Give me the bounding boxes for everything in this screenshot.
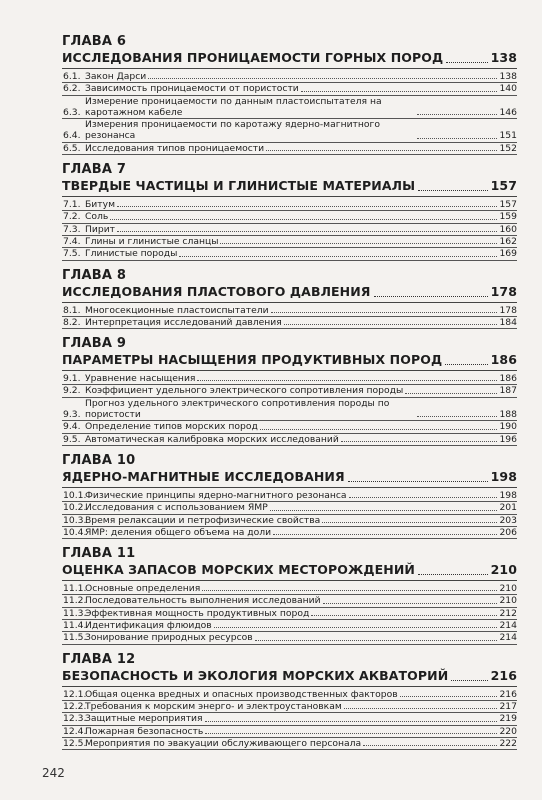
section-title: Время релаксации и петрофизические свойства	[85, 514, 321, 526]
leader-dots	[417, 416, 497, 417]
section-page: 184	[499, 316, 517, 328]
section-entry[interactable]	[62, 236, 517, 248]
section-number: 9.2.	[63, 385, 81, 397]
section-entry[interactable]	[62, 385, 517, 397]
chapter-title: ОЦЕНКА ЗАПАСОВ МОРСКИХ МЕСТОРОЖДЕНИЙ	[62, 562, 415, 578]
leader-dots	[205, 721, 498, 722]
leader-dots	[179, 256, 497, 257]
table-of-contents	[62, 34, 517, 757]
chapter-block	[62, 546, 517, 644]
chapter-number: ГЛАВА 11	[62, 546, 136, 562]
section-page: 159	[499, 211, 517, 223]
section-entry[interactable]	[62, 738, 517, 750]
section-number: 6.2.	[63, 83, 81, 95]
chapter-title-row[interactable]	[62, 283, 517, 303]
section-number: 10.1.	[63, 489, 87, 501]
section-page: 216	[499, 688, 517, 700]
section-entry[interactable]	[62, 373, 517, 385]
section-page: 187	[499, 385, 517, 397]
section-page: 210	[499, 583, 517, 595]
chapter-block	[62, 162, 517, 260]
section-entry[interactable]	[62, 199, 517, 211]
section-number: 12.5.	[63, 737, 87, 749]
section-title: Битум	[85, 199, 115, 211]
section-title: Определение типов морских пород	[85, 421, 258, 433]
section-title: Глинистые породы	[85, 248, 178, 260]
section-number: 10.4.	[63, 526, 87, 538]
section-number: 6.5.	[63, 142, 81, 154]
section-title: Коэффициент удельного электрического сопротивления породы	[85, 385, 404, 397]
chapter-title-row[interactable]	[62, 351, 517, 371]
leader-dots	[417, 138, 497, 139]
chapter-title-row[interactable]	[62, 177, 517, 197]
section-entry[interactable]	[62, 595, 517, 607]
section-page: 186	[499, 373, 517, 385]
section-page: 201	[499, 502, 517, 514]
section-entry[interactable]	[62, 119, 517, 143]
leader-dots	[197, 380, 497, 381]
section-title: Пожарная безопасность	[85, 725, 204, 737]
section-page: 203	[499, 514, 517, 526]
leader-dots	[255, 640, 498, 641]
section-title: Измерения проницаемости по каротажу ядерно-магнитного резонанса	[85, 119, 380, 142]
section-title: Соль	[85, 211, 109, 223]
leader-dots	[266, 150, 497, 151]
chapter-number: ГЛАВА 10	[62, 452, 136, 468]
section-page: 152	[499, 142, 517, 154]
section-page: 188	[499, 409, 517, 421]
leader-dots	[341, 441, 498, 442]
section-page: 222	[499, 737, 517, 749]
leader-dots	[363, 745, 497, 746]
leader-dots	[418, 190, 487, 191]
section-entry[interactable]	[62, 490, 517, 502]
section-title: Исследования с использованием ЯМР	[85, 502, 268, 514]
leader-dots	[284, 324, 498, 325]
chapter-page: 198	[490, 468, 517, 484]
section-number: 8.2.	[63, 316, 81, 328]
section-entry[interactable]	[62, 305, 517, 317]
section-title: Измерение проницаемости по данным пластоиспытателя на каротажном кабеле	[85, 95, 382, 118]
section-title: Защитные мероприятия	[85, 713, 203, 725]
section-title: Зонирование природных ресурсов	[85, 632, 253, 644]
chapter-title-row[interactable]	[62, 49, 517, 69]
chapter-number: ГЛАВА 9	[62, 336, 127, 352]
section-page: 219	[499, 713, 517, 725]
chapter-page: 157	[490, 178, 517, 194]
section-number: 7.4.	[63, 235, 81, 247]
section-title: Уравнение насыщения	[85, 373, 196, 385]
section-number: 7.5.	[63, 248, 81, 260]
section-entry[interactable]	[62, 143, 517, 155]
section-number: 11.4.	[63, 620, 87, 632]
chapter-page: 138	[490, 50, 517, 65]
section-page: 214	[499, 620, 517, 632]
leader-dots	[374, 296, 488, 297]
section-title: Требования к морским энерго- и электроустановкам	[85, 700, 342, 712]
section-page: 210	[499, 595, 517, 607]
section-page: 146	[499, 106, 517, 118]
leader-dots	[418, 574, 488, 575]
section-number: 11.1.	[63, 583, 87, 595]
leader-dots	[301, 91, 498, 92]
section-entry[interactable]	[62, 632, 517, 644]
chapter-title: ИССЛЕДОВАНИЯ ПЛАСТОВОГО ДАВЛЕНИЯ	[62, 283, 371, 299]
section-page: 151	[499, 130, 517, 142]
section-entry[interactable]	[62, 434, 517, 446]
section-entry[interactable]	[62, 502, 517, 514]
chapter-page: 216	[490, 667, 517, 683]
section-entry[interactable]	[62, 608, 517, 620]
section-entry[interactable]	[62, 701, 517, 713]
leader-dots	[311, 615, 497, 616]
section-page: 217	[499, 700, 517, 712]
leader-dots	[202, 590, 497, 591]
section-entry[interactable]	[62, 515, 517, 527]
page-number: 242	[42, 766, 65, 780]
section-number: 9.1.	[63, 373, 81, 385]
chapter-title: ИССЛЕДОВАНИЯ ПРОНИЦАЕМОСТИ ГОРНЫХ ПОРОД	[62, 50, 444, 65]
section-entry[interactable]	[62, 317, 517, 329]
leader-dots	[405, 393, 497, 394]
section-title: Общая оценка вредных и опасных производственных факторов	[85, 688, 398, 700]
section-entry[interactable]	[62, 421, 517, 433]
section-number: 7.1.	[63, 199, 81, 211]
section-title: Мероприятия по эвакуации обслуживающего персонала	[85, 737, 362, 749]
chapter-block	[62, 453, 517, 539]
chapter-block	[62, 268, 517, 330]
section-page: 190	[499, 421, 517, 433]
section-title: Физические принципы ядерно-магнитного резонанса	[85, 489, 347, 501]
leader-dots	[451, 680, 487, 681]
section-page: 157	[499, 199, 517, 211]
leader-dots	[344, 708, 498, 709]
section-title: Прогноз удельного электрического сопротивления породы по пористости	[85, 397, 390, 421]
section-page: 214	[499, 632, 517, 644]
section-title: Автоматическая калибровка морских исследований	[85, 433, 339, 445]
section-entry[interactable]	[62, 583, 517, 595]
section-title: Интерпретация исследований давления	[85, 316, 282, 328]
section-entry[interactable]	[62, 713, 517, 725]
section-entry[interactable]	[62, 83, 517, 95]
section-entry[interactable]	[62, 224, 517, 236]
chapter-page: 186	[490, 352, 517, 368]
chapter-number: ГЛАВА 7	[62, 162, 127, 178]
leader-dots	[270, 510, 498, 511]
section-entry[interactable]	[62, 527, 517, 539]
section-page: 140	[499, 83, 517, 95]
section-entry[interactable]	[62, 211, 517, 223]
chapter-number: ГЛАВА 8	[62, 267, 127, 283]
leader-dots	[117, 206, 497, 207]
leader-dots	[400, 696, 498, 697]
leader-dots	[220, 243, 497, 244]
leader-dots	[214, 627, 498, 628]
section-entry[interactable]	[62, 620, 517, 632]
leader-dots	[349, 497, 498, 498]
section-number: 8.1.	[63, 304, 81, 316]
leader-dots	[117, 231, 497, 232]
section-number: 6.4.	[63, 130, 81, 142]
section-page: 169	[499, 248, 517, 260]
section-page: 162	[499, 235, 517, 247]
leader-dots	[148, 78, 497, 79]
section-number: 9.4.	[63, 421, 81, 433]
section-title: Зависимость проницаемости от пористости	[85, 83, 299, 95]
chapter-block	[62, 34, 517, 155]
section-entry[interactable]	[62, 689, 517, 701]
chapter-page: 210	[490, 562, 517, 578]
chapter-title: БЕЗОПАСНОСТЬ И ЭКОЛОГИЯ МОРСКИХ АКВАТОРИЙ	[62, 667, 449, 683]
section-number: 7.3.	[63, 223, 81, 235]
chapter-title: ЯДЕРНО-МАГНИТНЫЕ ИССЛЕДОВАНИЯ	[62, 468, 345, 484]
section-title: Идентификация флюидов	[85, 620, 212, 632]
section-page: 206	[499, 526, 517, 538]
section-entry[interactable]	[62, 398, 517, 422]
section-number: 12.2.	[63, 700, 87, 712]
section-entry[interactable]	[62, 726, 517, 738]
section-title: Основные определения	[85, 583, 201, 595]
section-number: 7.2.	[63, 211, 81, 223]
section-title: Исследования типов проницаемости	[85, 142, 265, 154]
chapter-title-row[interactable]	[62, 468, 517, 488]
section-title: ЯМР: деления общего объема на доли	[85, 526, 272, 538]
section-page: 160	[499, 223, 517, 235]
section-number: 11.3.	[63, 607, 87, 619]
section-page: 220	[499, 725, 517, 737]
section-entry[interactable]	[62, 248, 517, 260]
section-title: Пирит	[85, 223, 116, 235]
chapter-block	[62, 652, 517, 750]
section-page: 212	[499, 607, 517, 619]
section-title: Эффективная мощность продуктивных пород	[85, 607, 310, 619]
leader-dots	[271, 312, 498, 313]
section-number: 11.2.	[63, 595, 87, 607]
section-number: 11.5.	[63, 632, 87, 644]
leader-dots	[323, 603, 498, 604]
leader-dots	[446, 62, 487, 63]
chapter-number: ГЛАВА 12	[62, 651, 136, 667]
chapter-block	[62, 336, 517, 446]
section-number: 12.1.	[63, 688, 87, 700]
leader-dots	[205, 733, 497, 734]
chapter-title-row[interactable]	[62, 561, 517, 581]
leader-dots	[445, 364, 487, 365]
section-number: 12.3.	[63, 713, 87, 725]
leader-dots	[322, 522, 497, 523]
section-title: Последовательность выполнения исследований	[85, 595, 321, 607]
chapter-title: ПАРАМЕТРЫ НАСЫЩЕНИЯ ПРОДУКТИВНЫХ ПОРОД	[62, 352, 443, 368]
section-title: Глины и глинистые сланцы	[85, 235, 219, 247]
leader-dots	[273, 534, 497, 535]
section-number: 6.1.	[63, 71, 81, 82]
section-entry[interactable]	[62, 96, 517, 120]
section-number: 6.3.	[63, 106, 81, 118]
section-number: 10.3.	[63, 514, 87, 526]
section-page: 138	[499, 71, 517, 82]
chapter-page: 178	[490, 283, 517, 299]
leader-dots	[348, 481, 488, 482]
section-number: 9.5.	[63, 433, 81, 445]
chapter-title: ТВЕРДЫЕ ЧАСТИЦЫ И ГЛИНИСТЫЕ МАТЕРИАЛЫ	[62, 178, 416, 194]
section-number: 9.3.	[63, 409, 81, 421]
leader-dots	[417, 114, 497, 115]
section-title: Многосекционные пластоиспытатели	[85, 304, 269, 316]
leader-dots	[260, 429, 498, 430]
chapter-number: ГЛАВА 6	[62, 34, 127, 49]
section-title: Закон Дарси	[85, 71, 147, 82]
section-page: 178	[499, 304, 517, 316]
chapter-title-row[interactable]	[62, 667, 517, 687]
leader-dots	[110, 219, 497, 220]
section-number: 10.2.	[63, 502, 87, 514]
section-number: 12.4.	[63, 725, 87, 737]
section-page: 198	[499, 489, 517, 501]
section-page: 196	[499, 433, 517, 445]
section-entry[interactable]	[62, 71, 517, 83]
